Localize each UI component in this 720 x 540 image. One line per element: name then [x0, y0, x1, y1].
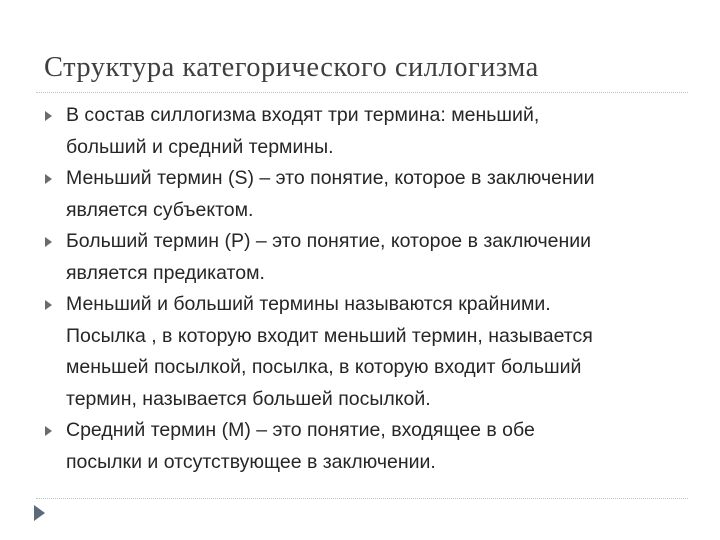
footer-divider: [36, 498, 688, 499]
bullet-line: больший и средний термины.: [66, 135, 334, 158]
bullet-list: [44, 100, 684, 478]
bullet-line: термин, называется большей посылкой.: [66, 387, 431, 410]
bullet-line: Средний термин (M) – это понятие, входящее в обе: [66, 419, 535, 441]
bullet-line: Меньший и больший термины называются крайними.: [66, 293, 551, 315]
triangle-right-icon: [45, 174, 52, 184]
next-slide-icon[interactable]: [34, 505, 45, 521]
bullet-line: посылки и отсутствующее в заключении.: [66, 450, 436, 473]
bullet-line: Посылка , в которую входит меньший термин, называется: [66, 324, 593, 347]
bullet-item: [44, 415, 684, 478]
bullet-line: меньшей посылкой, посылка, в которую входит больший: [66, 356, 582, 378]
bullet-item: [44, 163, 684, 226]
bullet-line: Больший термин (P) – это понятие, которое в заключении: [66, 230, 592, 252]
triangle-right-icon: [45, 237, 52, 247]
bullet-line: является субъектом.: [66, 198, 254, 221]
bullet-item: [44, 100, 684, 163]
triangle-right-icon: [45, 111, 52, 121]
bullet-line: Меньший термин (S) – это понятие, которое в заключении: [66, 167, 595, 189]
triangle-right-icon: [45, 300, 52, 310]
bullet-item: [44, 226, 684, 289]
slide-title: Структура категорического силлогизма: [44, 52, 539, 83]
triangle-right-icon: [45, 426, 52, 436]
bullet-line: является предикатом.: [66, 261, 265, 284]
title-divider: [36, 92, 688, 93]
bullet-line: В состав силлогизма входят три термина: меньший,: [66, 104, 540, 126]
bullet-item: [44, 289, 684, 415]
